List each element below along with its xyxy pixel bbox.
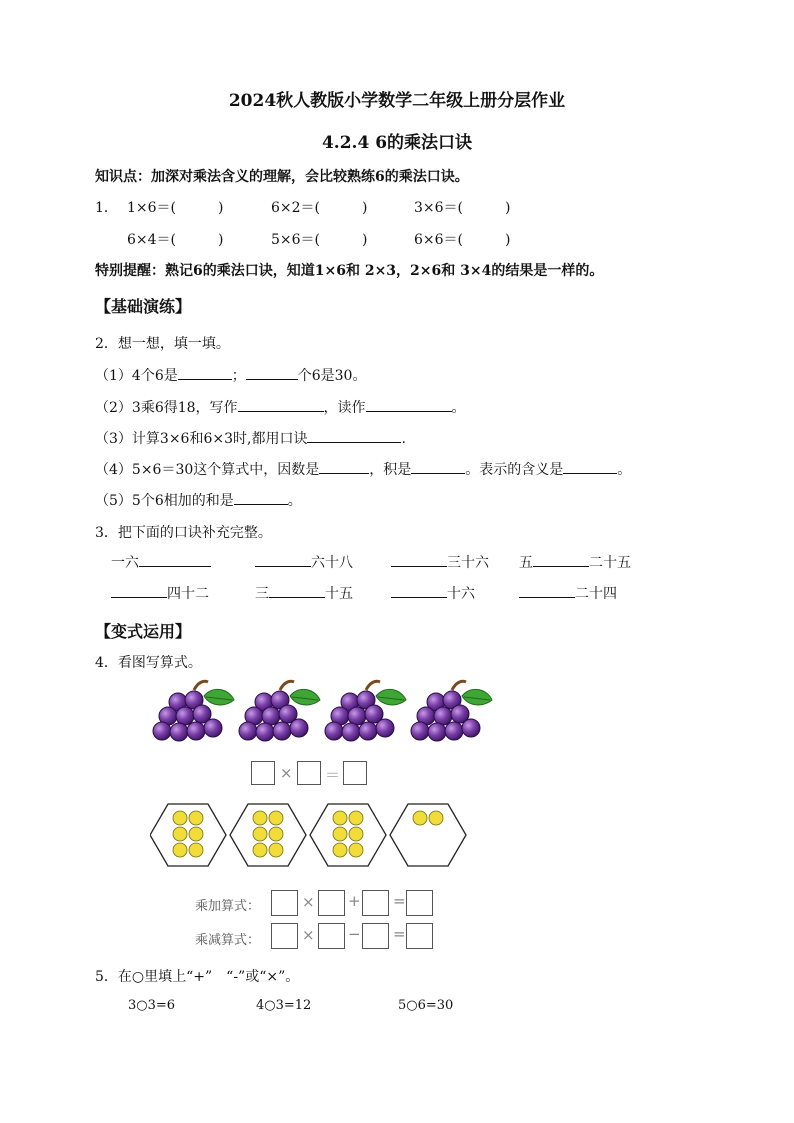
label-multiply-add: 乘加算式： (195, 899, 261, 914)
rhyme-item: 二十四 (519, 583, 617, 603)
q3-title: 3．把下面的口诀补充完整。 (95, 525, 272, 541)
answer-blank[interactable] (319, 459, 369, 474)
plus-sign: + (348, 892, 361, 910)
answer-box[interactable] (362, 890, 389, 916)
page-title: 2024秋人教版小学数学二年级上册分层作业 (228, 91, 566, 111)
q2-line-4: （4）5×6＝30这个算式中，因数是 ，积是 。表示的含义是 。 (95, 459, 631, 479)
q5-item: 5○6=30 (398, 998, 454, 1013)
grape-bunch (411, 681, 492, 741)
hexagon-dots-illustration (150, 803, 470, 867)
answer-blank[interactable] (411, 459, 465, 474)
page-subtitle: 4.2.4 6的乘法口诀 (321, 133, 473, 153)
q4-title: 4．看图写算式。 (95, 655, 202, 671)
grape-bunch (239, 681, 320, 741)
rhyme-item: 三 十五 (255, 583, 353, 603)
q1-item: 1×6＝( ) (127, 200, 224, 216)
q1-item: 5×6＝( ) (271, 232, 368, 248)
answer-box[interactable] (251, 761, 275, 785)
answer-box[interactable] (297, 761, 321, 785)
answer-box[interactable] (318, 890, 345, 916)
answer-blank[interactable] (111, 583, 167, 598)
q1-item: 3×6＝( ) (414, 200, 511, 216)
knowledge-point: 知识点：加深对乘法含义的理解，会比较熟练6的乘法口诀。 (95, 169, 469, 185)
answer-blank[interactable] (139, 552, 211, 567)
minus-sign: − (348, 925, 361, 943)
answer-blank[interactable] (269, 583, 325, 598)
answer-blank[interactable] (307, 428, 401, 443)
grape-bunch (325, 681, 406, 741)
answer-box[interactable] (318, 923, 345, 949)
q2-line-1: （1）4个6是 ； 个6是30。 (95, 365, 366, 385)
answer-blank[interactable] (178, 365, 232, 380)
times-sign: × (280, 764, 293, 782)
answer-blank[interactable] (533, 552, 589, 567)
q5-item: 3○3=6 (128, 998, 176, 1013)
equals-sign: ＝ (325, 766, 341, 784)
answer-box[interactable] (271, 890, 298, 916)
q2-line-5: （5）5个6相加的和是 。 (95, 490, 302, 510)
answer-blank[interactable] (563, 459, 617, 474)
q1-item: 6×2＝( ) (271, 200, 368, 216)
q2-title: 2．想一想，填一填。 (95, 336, 230, 352)
grape-bunch (153, 681, 234, 741)
answer-box[interactable] (406, 923, 433, 949)
rhyme-item: 三十六 (391, 552, 489, 572)
special-tip: 特别提醒：熟记6的乘法口诀，知道1×6和 2×3，2×6和 3×4的结果是一样的。 (95, 263, 604, 279)
q5-title: 5．在○里填上“+” “-”或“×”。 (95, 969, 300, 985)
equals-sign: = (393, 892, 406, 910)
rhyme-item: 一六 (111, 552, 211, 572)
answer-blank[interactable] (391, 552, 447, 567)
rhyme-item: 四十二 (111, 583, 209, 603)
answer-blank[interactable] (246, 365, 298, 380)
q2-line-3: （3）计算3×6和6×3时,都用口诀 . (95, 428, 406, 448)
answer-blank[interactable] (519, 583, 575, 598)
answer-blank[interactable] (238, 397, 324, 412)
answer-blank[interactable] (366, 397, 452, 412)
answer-box[interactable] (406, 890, 433, 916)
rhyme-item: 十六 (391, 583, 475, 603)
q1-item: 6×4＝( ) (127, 232, 224, 248)
answer-box[interactable] (271, 923, 298, 949)
rhyme-item: 六十八 (255, 552, 353, 572)
grapes-illustration (148, 676, 498, 748)
section-variation: 【变式运用】 (95, 622, 192, 641)
equals-sign: = (393, 925, 406, 943)
times-sign: × (302, 926, 315, 944)
q5-item: 4○3=12 (256, 998, 312, 1013)
q2-line-2: （2）3乘6得18，写作 ，读作 。 (95, 397, 466, 417)
answer-box[interactable] (362, 923, 389, 949)
answer-blank[interactable] (255, 552, 311, 567)
rhyme-item: 五 二十五 (519, 552, 631, 572)
section-basic: 【基础演练】 (95, 297, 192, 316)
q1-item: 6×6＝( ) (414, 232, 511, 248)
label-multiply-subtract: 乘减算式： (195, 933, 261, 948)
q1-number: 1． (95, 200, 118, 216)
answer-blank[interactable] (234, 490, 288, 505)
times-sign: × (302, 893, 315, 911)
answer-box[interactable] (343, 761, 367, 785)
answer-blank[interactable] (391, 583, 447, 598)
